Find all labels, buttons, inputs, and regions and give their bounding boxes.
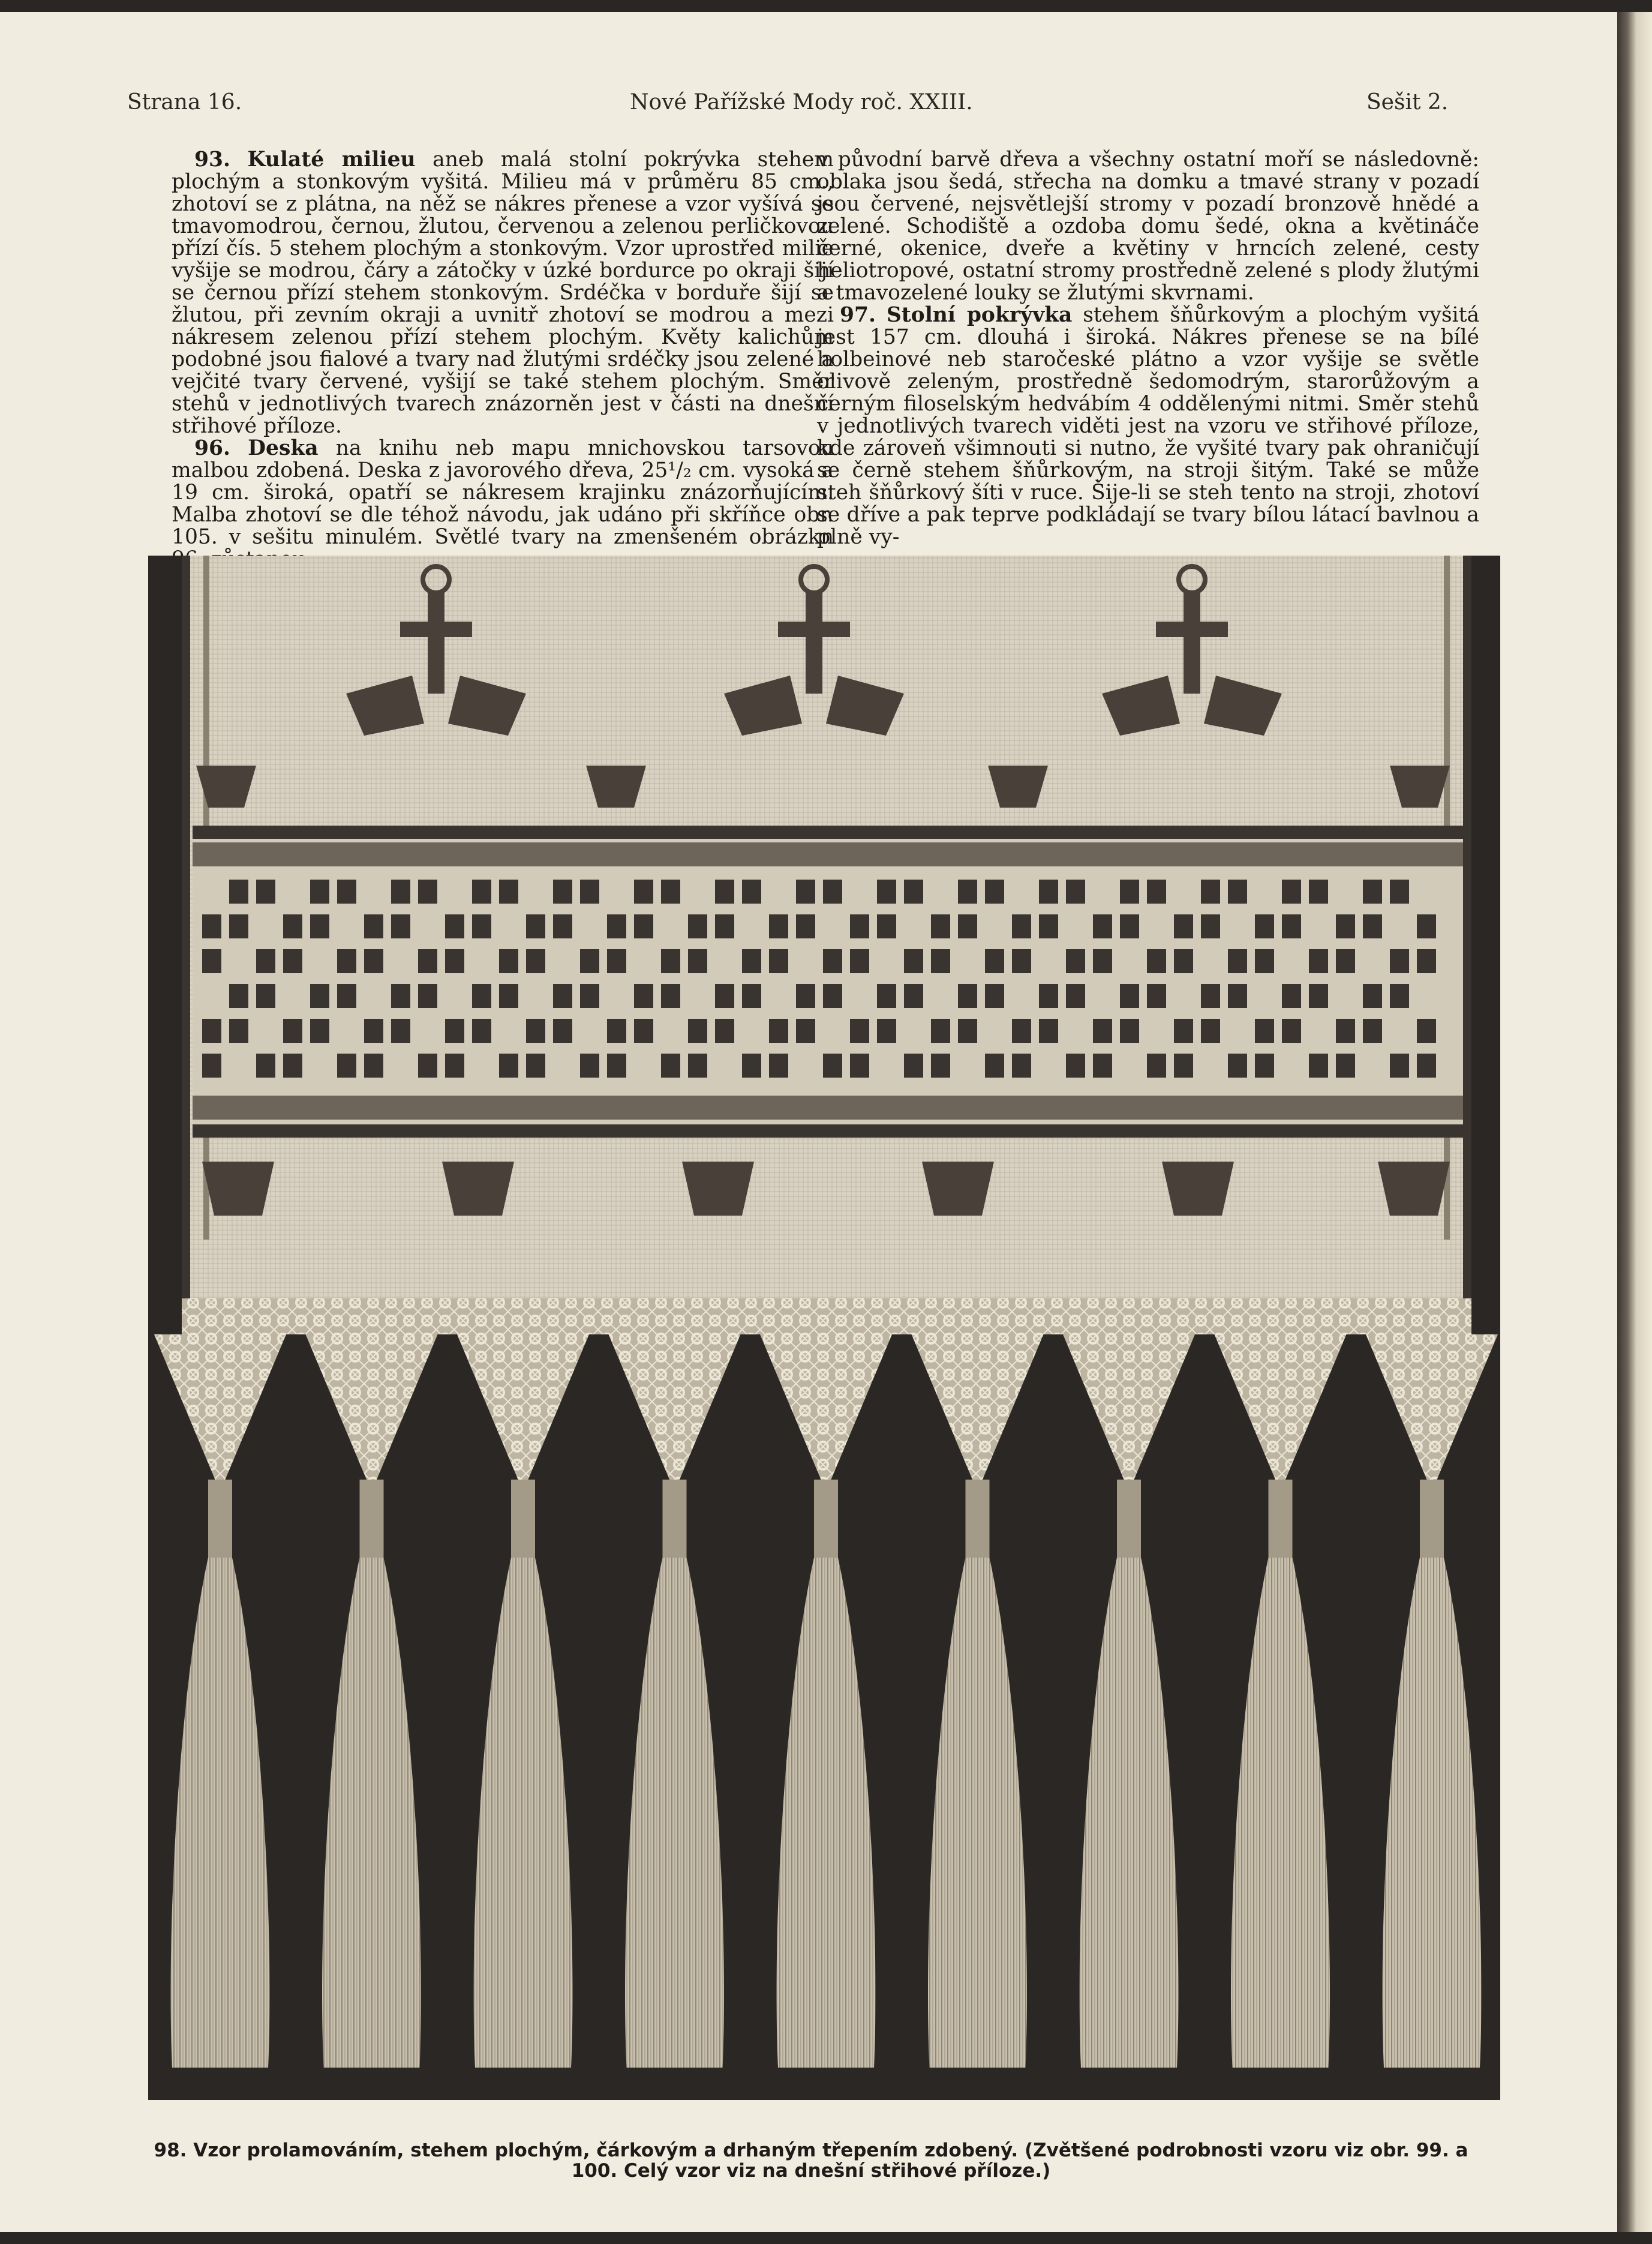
tassel-neck-4 <box>814 1480 838 1558</box>
band-block-3-25 <box>877 984 896 1008</box>
band-block-4-18 <box>688 1019 707 1043</box>
band-block-2-17 <box>661 949 680 973</box>
band-block-0-28 <box>958 880 977 904</box>
band-block-0-29 <box>985 880 1004 904</box>
band-block-2-38 <box>1228 949 1247 973</box>
band-block-1-7 <box>391 914 410 938</box>
band-block-5-38 <box>1228 1054 1247 1078</box>
band-block-4-13 <box>553 1019 572 1043</box>
band-block-5-27 <box>931 1054 950 1078</box>
band-block-3-17 <box>661 984 680 1008</box>
article-96-title: Deska <box>248 436 319 460</box>
band-block-0-17 <box>661 880 680 904</box>
band-block-1-33 <box>1093 914 1112 938</box>
band-block-5-0 <box>202 1054 221 1078</box>
band-block-5-24 <box>850 1054 869 1078</box>
band-block-3-14 <box>580 984 599 1008</box>
band-block-3-37 <box>1201 984 1220 1008</box>
band-block-3-8 <box>418 984 437 1008</box>
band-block-3-2 <box>256 984 275 1008</box>
lace-point-6 <box>1063 1334 1195 1492</box>
band-block-2-20 <box>742 949 761 973</box>
page-number: Strana 16. <box>127 90 242 115</box>
tassel-neck-8 <box>1420 1480 1444 1558</box>
band-block-4-39 <box>1255 1019 1274 1043</box>
band-block-3-31 <box>1039 984 1058 1008</box>
band-block-1-25 <box>877 914 896 938</box>
band-block-0-22 <box>796 880 815 904</box>
small-motif-bottom-1 <box>442 1162 514 1216</box>
band-block-2-36 <box>1174 949 1193 973</box>
article-93-number: 93. <box>194 148 231 172</box>
band-block-0-10 <box>472 880 491 904</box>
band-block-1-40 <box>1282 914 1301 938</box>
tassel-8 <box>1383 1558 1482 2068</box>
lace-point-0 <box>154 1334 286 1492</box>
band-block-1-24 <box>850 914 869 938</box>
band-block-3-34 <box>1120 984 1139 1008</box>
band-block-4-43 <box>1363 1019 1382 1043</box>
article-97-text: stehem šňůrkovým a plochým vyšitá jest 157 cm. dlouhá i široká. Nákres přenese se na bílé holbeinové neb staročeské plátno a vzor vyšije se světle olivově zeleným, prostředně šedomodrým, starorůžovým a černým filoselským hedvábím 4 oddělenými nitmi. Směr stehů v jednotlivých tvarech viděti jest na vzoru ve střihové příloze, kde zároveň všimnouti si nutno, že vyšité tvary pak ohraničují se černě stehem šňůrkovým, na stroji šitým. Také se může steh šňůrkový šíti v ruce. Šije-li se steh tento na stroji, zhotoví se dříve a pak teprve podkládají se tvary bílou látací bavlnou a plně vy- <box>817 303 1480 549</box>
band-block-4-0 <box>202 1019 221 1043</box>
lace-insertion <box>182 1298 1471 1334</box>
band-block-2-8 <box>418 949 437 973</box>
band-block-0-34 <box>1120 880 1139 904</box>
next-page-edge <box>1617 12 1652 2232</box>
tassel-1 <box>322 1558 421 2068</box>
band-block-1-6 <box>364 914 383 938</box>
band-block-1-37 <box>1201 914 1220 938</box>
band-block-4-28 <box>958 1019 977 1043</box>
band-block-4-25 <box>877 1019 896 1043</box>
band-block-5-8 <box>418 1054 437 1078</box>
band-block-3-35 <box>1147 984 1166 1008</box>
band-block-2-15 <box>607 949 626 973</box>
band-block-4-19 <box>715 1019 734 1043</box>
band-block-1-3 <box>283 914 302 938</box>
band-block-4-42 <box>1336 1019 1355 1043</box>
tassel-neck-3 <box>663 1480 687 1558</box>
band-block-1-0 <box>202 914 221 938</box>
small-motif-bottom-3 <box>922 1162 994 1216</box>
band-block-5-32 <box>1066 1054 1085 1078</box>
band-block-1-9 <box>445 914 464 938</box>
tassel-7 <box>1231 1558 1330 2068</box>
band-block-2-21 <box>769 949 788 973</box>
band-block-3-22 <box>796 984 815 1008</box>
band-block-1-30 <box>1012 914 1031 938</box>
band-block-2-26 <box>904 949 923 973</box>
band-block-4-22 <box>796 1019 815 1043</box>
band-block-5-15 <box>607 1054 626 1078</box>
band-ladder-bottom <box>193 1096 1463 1120</box>
motif-stem-0 <box>428 592 444 694</box>
band-block-4-27 <box>931 1019 950 1043</box>
tassel-neck-5 <box>966 1480 990 1558</box>
article-96-continued <box>817 149 1479 304</box>
band-block-2-35 <box>1147 949 1166 973</box>
band-block-3-41 <box>1309 984 1328 1008</box>
band-block-1-18 <box>688 914 707 938</box>
tassel-3 <box>625 1558 724 2068</box>
motif-stem-1 <box>806 592 822 694</box>
motif-stem-2 <box>1184 592 1200 694</box>
lace-point-3 <box>609 1334 741 1492</box>
band-block-1-4 <box>310 914 329 938</box>
band-block-0-19 <box>715 880 734 904</box>
band-block-1-42 <box>1336 914 1355 938</box>
band-block-1-22 <box>796 914 815 938</box>
band-block-0-5 <box>337 880 356 904</box>
band-block-5-5 <box>337 1054 356 1078</box>
text-column-left <box>172 148 834 549</box>
band-block-0-16 <box>634 880 653 904</box>
band-block-1-45 <box>1417 914 1436 938</box>
band-block-3-19 <box>715 984 734 1008</box>
band-block-4-30 <box>1012 1019 1031 1043</box>
band-block-5-35 <box>1147 1054 1166 1078</box>
band-block-1-21 <box>769 914 788 938</box>
band-block-3-10 <box>472 984 491 1008</box>
band-block-5-29 <box>985 1054 1004 1078</box>
band-block-5-33 <box>1093 1054 1112 1078</box>
band-block-0-44 <box>1390 880 1409 904</box>
band-block-2-44 <box>1390 949 1409 973</box>
band-block-3-23 <box>823 984 842 1008</box>
band-block-3-7 <box>391 984 410 1008</box>
band-block-4-34 <box>1120 1019 1139 1043</box>
article-93 <box>172 149 834 437</box>
band-block-2-11 <box>499 949 518 973</box>
band-block-1-39 <box>1255 914 1274 938</box>
band-bottom-line <box>193 1124 1463 1138</box>
small-motif-bottom-4 <box>1162 1162 1234 1216</box>
band-block-1-34 <box>1120 914 1139 938</box>
band-block-2-18 <box>688 949 707 973</box>
text-column-right <box>817 148 1480 549</box>
motif-crossbar-0 <box>400 622 472 637</box>
lace-point-1 <box>306 1334 438 1492</box>
band-block-2-32 <box>1066 949 1085 973</box>
band-block-1-43 <box>1363 914 1382 938</box>
band-block-5-42 <box>1336 1054 1355 1078</box>
band-block-5-12 <box>526 1054 545 1078</box>
band-block-2-3 <box>283 949 302 973</box>
band-block-5-45 <box>1417 1054 1436 1078</box>
band-block-2-30 <box>1012 949 1031 973</box>
band-block-5-26 <box>904 1054 923 1078</box>
band-block-3-4 <box>310 984 329 1008</box>
band-block-5-39 <box>1255 1054 1274 1078</box>
band-block-0-13 <box>553 880 572 904</box>
band-block-3-20 <box>742 984 761 1008</box>
small-motif-bottom-5 <box>1378 1162 1450 1216</box>
band-block-5-2 <box>256 1054 275 1078</box>
band-block-1-31 <box>1039 914 1058 938</box>
article-96-continued-text: v původní barvě dřeva a všechny ostatní moří se následovně: oblaka jsou šedá, střecha na domku a tmavé strany v pozadí jsou červené, nejsvětlejší stromy v pozadí bronzově hnědé a zelené. Schodiště a ozdoba domu šedé, okna a květináče černé, okenice, dveře a květiny v hrncích zelené, cesty heliotropové, ostatní stromy prostředně zelené s plody žlutými a tmavozelené louky se žlutými skvrnami. <box>817 148 1479 305</box>
lace-point-8 <box>1366 1334 1498 1492</box>
band-block-0-38 <box>1228 880 1247 904</box>
band-block-2-39 <box>1255 949 1274 973</box>
right-edge-rail <box>1463 556 1471 1298</box>
tassel-neck-7 <box>1269 1480 1293 1558</box>
band-block-5-23 <box>823 1054 842 1078</box>
band-block-5-36 <box>1174 1054 1193 1078</box>
band-block-4-7 <box>391 1019 410 1043</box>
band-block-5-9 <box>445 1054 464 1078</box>
article-97-title: Stolní pokrývka <box>886 303 1073 327</box>
tassel-4 <box>777 1558 876 2068</box>
band-block-2-5 <box>337 949 356 973</box>
band-block-1-19 <box>715 914 734 938</box>
band-block-0-37 <box>1201 880 1220 904</box>
band-block-4-31 <box>1039 1019 1058 1043</box>
article-96-number: 96. <box>194 436 231 460</box>
tassel-6 <box>1080 1558 1179 2068</box>
band-block-5-20 <box>742 1054 761 1078</box>
band-block-0-23 <box>823 880 842 904</box>
band-block-4-24 <box>850 1019 869 1043</box>
lace-point-7 <box>1215 1334 1347 1492</box>
band-block-4-9 <box>445 1019 464 1043</box>
band-block-1-13 <box>553 914 572 938</box>
band-block-3-32 <box>1066 984 1085 1008</box>
band-block-0-14 <box>580 880 599 904</box>
article-97-number: 97. <box>840 303 876 327</box>
figure-caption: 98. Vzor prolamováním, stehem plochým, čárkovým a drhaným třepením zdobený. (Zvětšené podrobnosti vzoru viz obr. 99. a 100. Celý vzor viz na dnešní střihové příloze.) <box>154 2140 1468 2182</box>
band-block-1-15 <box>607 914 626 938</box>
motif-crossbar-1 <box>778 622 850 637</box>
band-ladder-top <box>193 842 1463 866</box>
band-block-0-25 <box>877 880 896 904</box>
band-block-2-24 <box>850 949 869 973</box>
band-block-4-16 <box>634 1019 653 1043</box>
band-block-4-33 <box>1093 1019 1112 1043</box>
tassel-5 <box>928 1558 1027 2068</box>
article-96 <box>172 437 834 571</box>
band-block-1-27 <box>931 914 950 938</box>
band-block-5-41 <box>1309 1054 1328 1078</box>
band-block-2-0 <box>202 949 221 973</box>
band-block-3-29 <box>985 984 1004 1008</box>
band-block-0-31 <box>1039 880 1058 904</box>
band-block-0-1 <box>229 880 248 904</box>
band-block-4-37 <box>1201 1019 1220 1043</box>
band-block-0-11 <box>499 880 518 904</box>
band-block-3-26 <box>904 984 923 1008</box>
band-block-0-4 <box>310 880 329 904</box>
band-block-0-8 <box>418 880 437 904</box>
band-block-0-2 <box>256 880 275 904</box>
band-block-1-12 <box>526 914 545 938</box>
band-block-1-28 <box>958 914 977 938</box>
tassel-neck-0 <box>208 1480 232 1558</box>
band-block-5-14 <box>580 1054 599 1078</box>
band-block-3-44 <box>1390 984 1409 1008</box>
tassel-neck-1 <box>360 1480 384 1558</box>
band-block-0-20 <box>742 880 761 904</box>
band-block-5-11 <box>499 1054 518 1078</box>
magazine-title: Nové Pařížské Mody roč. XXIII. <box>630 90 973 115</box>
band-block-0-40 <box>1282 880 1301 904</box>
article-97 <box>817 304 1479 548</box>
lace-point-2 <box>457 1334 589 1492</box>
band-block-0-35 <box>1147 880 1166 904</box>
article-93-text: aneb malá stolní pokrývka stehem plochým a stonkovým vyšitá. Milieu má v průměru 85 cm., zhotoví se z plátna, na něž se nákres přenese a vzor vyšívá se tmavomodrou, černou, žlutou, červenou a zelenou perličkovou přízí čís. 5 stehem plochým a stonkovým. Vzor uprostřed milie vyšije se modrou, čáry a zátočky v úzké bordurce po okraji šijí se černou přízí stehem stonkovým. Srdéčka v borduře šijí se žlutou, při zevním okraji a uvnitř zhotoví se modrou a mezi nákresem zelenou přízí stehem plochým. Květy kalichům podobné jsou fialové a tvary nad žlutými srdéčky jsou zelené a vejčité tvary červené, vyšijí se také stehem plochým. Směr stehů v jednotlivých tvarech znázorněn jest v části na dnešní střihové příloze. <box>172 148 834 438</box>
band-block-4-4 <box>310 1019 329 1043</box>
band-block-4-6 <box>364 1019 383 1043</box>
tassel-0 <box>171 1558 270 2068</box>
band-block-0-26 <box>904 880 923 904</box>
embroidery-illustration <box>148 556 1500 2100</box>
band-block-3-5 <box>337 984 356 1008</box>
left-edge-rail <box>182 556 190 1298</box>
article-96-text: na knihu neb mapu mnichovskou tarsovou malbou zdobená. Deska z javorového dřeva, 25¹/₂ cm. vysoká a 19 cm. široká, opatří se nákresem krajinku znázorňujícím. Malba zhotoví se dle téhož návodu, jak udáno při skříňce obr. 105. v sešitu minulém. Světlé tvary na zmenšeném obrázkn <box>172 436 834 549</box>
small-motif-bottom-2 <box>682 1162 754 1216</box>
band-block-4-3 <box>283 1019 302 1043</box>
band-block-4-1 <box>229 1019 248 1043</box>
band-block-4-21 <box>769 1019 788 1043</box>
band-block-2-27 <box>931 949 950 973</box>
band-block-0-43 <box>1363 880 1382 904</box>
band-block-0-32 <box>1066 880 1085 904</box>
band-block-0-41 <box>1309 880 1328 904</box>
band-block-2-14 <box>580 949 599 973</box>
band-block-3-43 <box>1363 984 1382 1008</box>
band-block-5-44 <box>1390 1054 1409 1078</box>
band-block-5-21 <box>769 1054 788 1078</box>
band-block-4-40 <box>1282 1019 1301 1043</box>
band-block-3-40 <box>1282 984 1301 1008</box>
band-block-1-16 <box>634 914 653 938</box>
band-block-1-10 <box>472 914 491 938</box>
band-block-2-6 <box>364 949 383 973</box>
band-block-2-45 <box>1417 949 1436 973</box>
band-block-4-15 <box>607 1019 626 1043</box>
band-block-3-1 <box>229 984 248 1008</box>
band-block-3-13 <box>553 984 572 1008</box>
band-top-line <box>193 826 1463 839</box>
band-block-2-9 <box>445 949 464 973</box>
tassel-2 <box>474 1558 573 2068</box>
band-block-3-16 <box>634 984 653 1008</box>
band-block-2-41 <box>1309 949 1328 973</box>
article-93-title: Kulaté milieu <box>247 148 416 172</box>
band-block-2-33 <box>1093 949 1112 973</box>
band-block-4-36 <box>1174 1019 1193 1043</box>
tassel-neck-2 <box>511 1480 535 1558</box>
band-block-5-6 <box>364 1054 383 1078</box>
lace-point-4 <box>760 1334 892 1492</box>
band-block-3-11 <box>499 984 518 1008</box>
embroidery-illustration-svg <box>148 556 1500 2100</box>
band-block-0-7 <box>391 880 410 904</box>
band-block-5-3 <box>283 1054 302 1078</box>
lace-point-5 <box>912 1334 1044 1492</box>
band-block-2-42 <box>1336 949 1355 973</box>
band-block-4-45 <box>1417 1019 1436 1043</box>
band-block-1-1 <box>229 914 248 938</box>
band-block-1-36 <box>1174 914 1193 938</box>
band-block-2-2 <box>256 949 275 973</box>
band-block-2-29 <box>985 949 1004 973</box>
band-block-2-23 <box>823 949 842 973</box>
band-block-5-30 <box>1012 1054 1031 1078</box>
motif-crossbar-2 <box>1156 622 1228 637</box>
band-block-3-28 <box>958 984 977 1008</box>
drawn-work-band <box>193 826 1463 1138</box>
small-motif-bottom-0 <box>202 1162 274 1216</box>
band-block-3-38 <box>1228 984 1247 1008</box>
issue-number: Sešit 2. <box>1366 90 1449 115</box>
band-block-4-10 <box>472 1019 491 1043</box>
band-block-2-12 <box>526 949 545 973</box>
tassel-neck-6 <box>1117 1480 1141 1558</box>
band-block-4-12 <box>526 1019 545 1043</box>
band-block-5-17 <box>661 1054 680 1078</box>
band-block-5-18 <box>688 1054 707 1078</box>
